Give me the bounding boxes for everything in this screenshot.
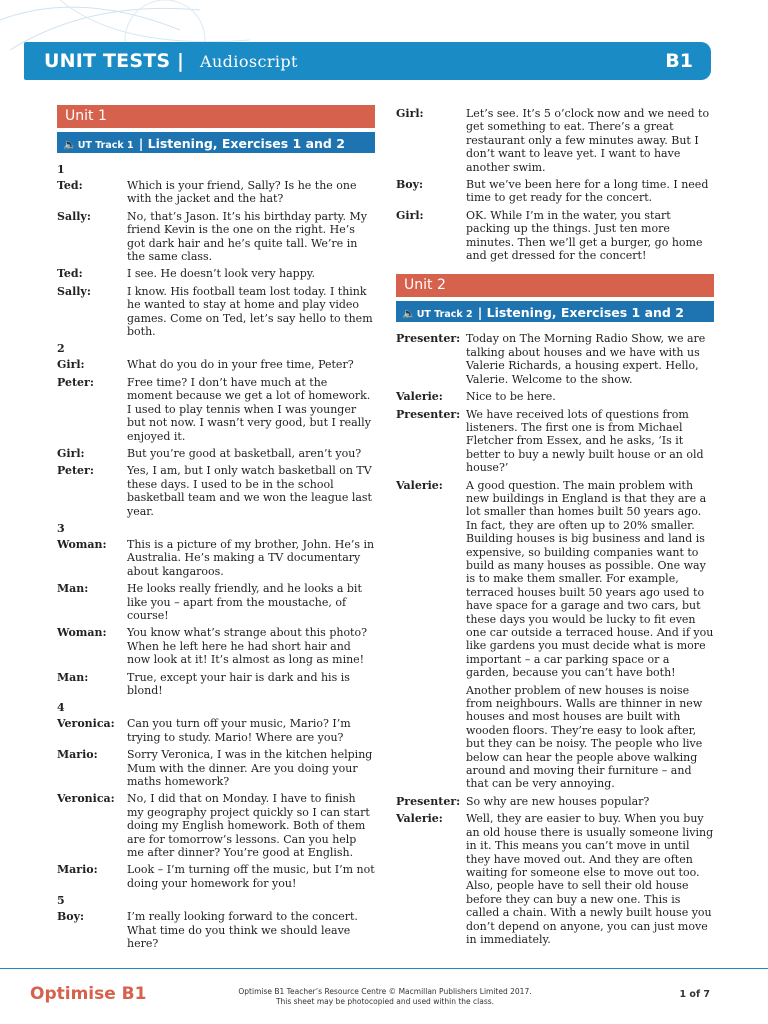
track-title: | Listening, Exercises 1 and 2 bbox=[477, 305, 684, 321]
dialogue-line bbox=[57, 464, 375, 518]
dialogue-line bbox=[396, 332, 714, 386]
dialogue-text: What do you do in your free time, Peter? bbox=[127, 358, 354, 372]
track-label: UT Track 1 bbox=[77, 140, 134, 151]
dialogue-text: True, except your hair is dark and his is blond! bbox=[127, 670, 350, 697]
speaker-name: Ted: bbox=[57, 179, 83, 192]
dialogue-line bbox=[396, 684, 714, 791]
speaker-name: Woman: bbox=[57, 537, 107, 551]
dialogue-text: Sorry Veronica, I was in the kitchen helping Mum with the dinner. Are you doing your maths homework? bbox=[127, 748, 373, 789]
section-number: 2 bbox=[57, 342, 65, 356]
right-column bbox=[396, 107, 714, 950]
dialogue-line bbox=[396, 390, 714, 403]
speaker-name: Valerie: bbox=[396, 812, 443, 826]
dialogue-text: I know. His football team lost today. I think he wanted to stay at home and play video games. Come on Ted, let’s say hello to them both. bbox=[127, 284, 373, 339]
speaker-name: Man: bbox=[57, 670, 89, 684]
dialogue-line bbox=[57, 863, 375, 890]
page-number: 1 of 7 bbox=[679, 989, 710, 1000]
speaker-name: Girl: bbox=[396, 208, 424, 222]
dialogue-line bbox=[396, 812, 714, 946]
header-subtitle: Audioscript bbox=[200, 52, 298, 71]
dialogue-text: Can you turn off your music, Mario? I’m trying to study. Mario! Where are you? bbox=[127, 717, 351, 744]
speaker-name: Presenter: bbox=[396, 407, 461, 421]
speaker-name: Valerie: bbox=[396, 478, 443, 492]
dialogue-line bbox=[396, 178, 714, 205]
speaker-name: Girl: bbox=[396, 107, 424, 120]
speaker-name: Peter: bbox=[57, 375, 94, 389]
speaker-name: Mario: bbox=[57, 748, 98, 762]
dialogue-text: But we’ve been here for a long time. I need time to get ready for the concert. bbox=[466, 178, 709, 205]
speaker-name: Mario: bbox=[57, 863, 98, 877]
track-title: | Listening, Exercises 1 and 2 bbox=[138, 136, 345, 151]
dialogue-line bbox=[57, 538, 375, 578]
speaker-name: Veronica: bbox=[57, 792, 115, 806]
unit-heading: Unit 2 bbox=[396, 274, 714, 297]
dialogue-line bbox=[57, 179, 375, 206]
footer-logo: Optimise B1 bbox=[30, 984, 147, 1004]
track-heading bbox=[396, 301, 714, 322]
dialogue-text: No, that’s Jason. It’s his birthday party. My friend Kevin is the one on the right. He’s got dark hair and he’s quite tall. We’re in the same class. bbox=[127, 209, 367, 264]
dialogue-text: We have received lots of questions from listeners. The first one is from Michael Fletcher from Essex, and he asks, ‘Is it better to buy a newly built house or an old house?’ bbox=[466, 407, 704, 475]
track-heading bbox=[57, 132, 375, 153]
dialogue-text: Well, they are easier to buy. When you buy an old house there is usually someone living in it. This means you can’t move in until they have moved out. And they are often waiting for someone else to move out too. Also, people have to sell their old house before they can buy a new one. This is called a chain. With a newly built house you don’t depend on anyone, you can just move in immediately. bbox=[466, 812, 714, 946]
dialogue-text: I’m really looking forward to the concert. What time do you think we should leave here? bbox=[127, 910, 358, 951]
dialogue-text: Today on The Morning Radio Show, we are talking about houses and we have with us Valerie Richards, a housing expert. Hello, Valerie. Welcome to the show. bbox=[466, 332, 706, 386]
speaker-icon: 🔈 bbox=[402, 307, 416, 321]
dialogue-lines bbox=[396, 332, 714, 946]
copyright-line: This sheet may be photocopied and used within the class. bbox=[275, 997, 495, 1006]
left-column bbox=[57, 105, 375, 955]
dialogue-text: He looks really friendly, and he looks a bit like you – apart from the moustache, of course! bbox=[127, 582, 362, 622]
section-number: 5 bbox=[57, 894, 65, 908]
speaker-name: Girl: bbox=[57, 358, 85, 372]
dialogue-text: OK. While I’m in the water, you start packing up the things. Just ten more minutes. Then we’ll get a burger, go home and get dressed for the concert! bbox=[466, 208, 703, 263]
dialogue-line bbox=[57, 285, 375, 339]
continued-dialogue bbox=[396, 107, 714, 262]
track-label: UT Track 2 bbox=[416, 309, 473, 321]
dialogue-line bbox=[396, 408, 714, 475]
dialogue-text: So why are new houses popular? bbox=[466, 794, 650, 808]
footer-copyright bbox=[200, 987, 570, 1007]
dialogue-line bbox=[57, 582, 375, 622]
header-level: B1 bbox=[665, 50, 693, 72]
speaker-name: Boy: bbox=[396, 178, 424, 192]
dialogue-text: No, I did that on Monday. I have to finish my geography project quickly so I can start doing my English homework. Both of them are for tomorrow’s lessons. Can you help me after dinner? You’re good at English. bbox=[127, 792, 370, 860]
speaker-name: Valerie: bbox=[396, 390, 443, 404]
dialogue-text: You know what’s strange about this photo? When he left here he had short hair and now look at it! It’s almost as long as mine! bbox=[127, 626, 368, 667]
dialogue-line bbox=[57, 792, 375, 859]
dialogue-text: Nice to be here. bbox=[466, 390, 556, 404]
dialogue-line bbox=[57, 910, 375, 950]
dialogue-text: Look – I’m turning off the music, but I’m not doing your homework for you! bbox=[127, 863, 375, 890]
dialogue-line bbox=[57, 210, 375, 264]
speaker-name: Presenter: bbox=[396, 794, 461, 808]
dialogue-line bbox=[57, 748, 375, 788]
dialogue-line bbox=[396, 209, 714, 263]
dialogue-text: Yes, I am, but I only watch basketball on TV these days. I used to be in the school basketball team and we won the league last year. bbox=[127, 464, 372, 518]
copyright-line: Optimise B1 Teacher’s Resource Centre © Macmillan Publishers Limited 2017. bbox=[238, 987, 532, 996]
dialogue-line bbox=[396, 479, 714, 680]
section-number: 3 bbox=[57, 521, 65, 535]
dialogue-line bbox=[57, 717, 375, 744]
dialogue-text: I see. He doesn’t look very happy. bbox=[127, 267, 316, 281]
footer-divider bbox=[0, 968, 768, 969]
unit-heading: Unit 1 bbox=[57, 105, 375, 128]
dialogue-sections bbox=[57, 163, 375, 951]
dialogue-text: Another problem of new houses is noise from neighbours. Walls are thinner in new houses and most houses are built with wooden floors. They’re easy to look after, but they can be noisy. The people who live below can hear the people above walking around and moving their furniture – and that can be very annoying. bbox=[466, 683, 703, 791]
dialogue-line bbox=[57, 376, 375, 443]
speaker-name: Ted: bbox=[57, 267, 83, 281]
dialogue-text: Free time? I don’t have much at the moment because we get a lot of homework. I used to play tennis when I was younger but not now. I wasn’t very good, but I really enjoyed it. bbox=[127, 375, 371, 443]
dialogue-line bbox=[57, 267, 375, 280]
dialogue-text: But you’re good at basketball, aren’t you? bbox=[127, 446, 362, 460]
speaker-name bbox=[396, 684, 466, 791]
speaker-name: Presenter: bbox=[396, 332, 461, 346]
speaker-name: Girl: bbox=[57, 446, 85, 460]
dialogue-text: Let’s see. It’s 5 o’clock now and we need to get something to eat. There’s a great restaurant only a few minutes away. But I don’t want to leave yet. I want to have another swim. bbox=[466, 107, 710, 174]
dialogue-line bbox=[57, 626, 375, 666]
dialogue-text: A good question. The main problem with new buildings in England is that they are a lot smaller than homes built 50 years ago. In fact, they are often up to 20% smaller. Building houses is big business and land is expensive, so building companies want to build as many houses as possible. One way is to make them smaller. For example, terraced houses built 50 years ago used to have space for a garage and two cars, but these days you would be lucky to fit even one car outside a terraced house. And if you like gardens you must decide what is more important – a car parking space or a garden, because you can’t have both! bbox=[466, 478, 714, 680]
section-number: 1 bbox=[57, 163, 65, 176]
speaker-name: Man: bbox=[57, 582, 89, 596]
section-number: 4 bbox=[57, 701, 65, 715]
dialogue-line bbox=[57, 447, 375, 460]
header-title: UNIT TESTS | bbox=[44, 50, 185, 72]
page-header bbox=[24, 42, 711, 80]
dialogue-line bbox=[396, 795, 714, 808]
speaker-name: Woman: bbox=[57, 626, 107, 640]
speaker-name: Sally: bbox=[57, 209, 91, 223]
dialogue-text: This is a picture of my brother, John. He’s in Australia. He’s making a TV documentary about kangaroos. bbox=[127, 537, 375, 578]
dialogue-line bbox=[57, 671, 375, 698]
speaker-name: Boy: bbox=[57, 910, 85, 924]
dialogue-line bbox=[396, 107, 714, 174]
speaker-name: Veronica: bbox=[57, 717, 115, 731]
dialogue-line bbox=[57, 358, 375, 371]
speaker-icon: 🔈 bbox=[63, 138, 77, 151]
dialogue-text: Which is your friend, Sally? Is he the one with the jacket and the hat? bbox=[127, 179, 357, 206]
speaker-name: Peter: bbox=[57, 464, 94, 478]
speaker-name: Sally: bbox=[57, 284, 91, 298]
